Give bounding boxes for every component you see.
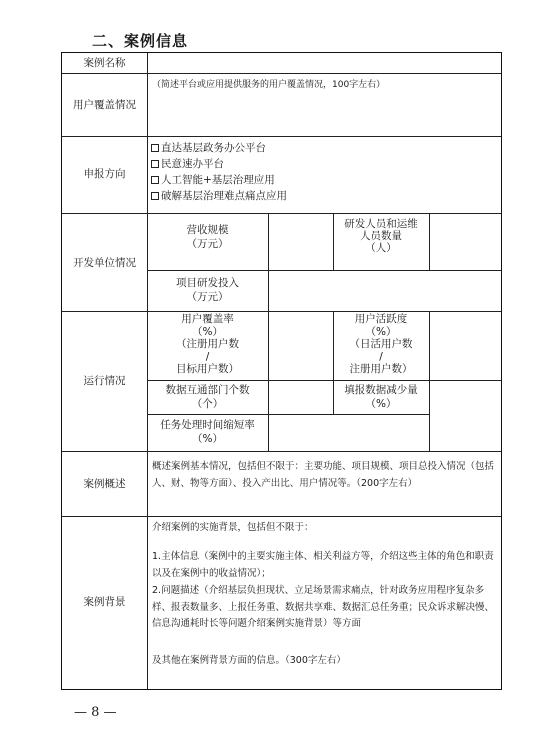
row-divider — [62, 311, 501, 312]
coverage-rate-label — [147, 313, 268, 376]
staff-unit: （人） — [365, 242, 397, 254]
data-sharing-label — [147, 383, 268, 411]
row-divider — [62, 213, 501, 214]
cell-divider — [429, 311, 430, 451]
revenue-unit: （万元） — [186, 238, 229, 250]
overview-label: 案例概述 — [83, 478, 126, 490]
direction-option — [151, 157, 224, 171]
direction-option-label: 民意速办平台 — [161, 158, 224, 170]
background-label: 案例背景 — [83, 596, 126, 608]
direction-option — [151, 141, 266, 155]
time-reduction-label — [147, 418, 268, 446]
page-number: — 8 — — [74, 705, 117, 720]
row-divider — [62, 516, 501, 517]
data-sharing-line: 数据互通部门个数 — [165, 384, 250, 396]
revenue-line: 营收规模 — [186, 224, 229, 236]
revenue-label — [147, 223, 268, 251]
report-reduction-label — [333, 383, 429, 411]
coverage-rate-line: 目标用户数） — [176, 363, 239, 375]
developer-label: 开发单位情况 — [73, 257, 136, 269]
coverage-rate-line: （注册用户数 — [176, 338, 239, 350]
active-rate-label — [333, 313, 429, 376]
cell-divider — [429, 213, 430, 270]
row-divider — [62, 136, 501, 137]
direction-option-label: 破解基层治理难点痛点应用 — [161, 190, 287, 202]
time-reduction-unit: （%） — [192, 433, 223, 445]
coverage-rate-line: / — [205, 350, 210, 363]
cell-divider — [268, 213, 269, 270]
checkbox-icon — [151, 144, 159, 152]
rd-invest-label — [147, 276, 268, 304]
data-sharing-unit: （个） — [191, 398, 224, 410]
direction-label: 申报方向 — [83, 168, 126, 180]
checkbox-icon — [151, 192, 159, 200]
time-reduction-line: 任务处理时间缩短率 — [160, 419, 255, 431]
report-reduction-unit: （%） — [365, 398, 397, 410]
case-name-label: 案例名称 — [83, 57, 126, 69]
case-info-table — [61, 52, 502, 690]
active-rate-line: / — [379, 350, 383, 363]
direction-option-label: 人工智能+基层治理应用 — [161, 174, 275, 186]
active-rate-line: 注册用户数） — [349, 363, 413, 375]
row-divider — [62, 451, 501, 452]
direction-option — [151, 189, 287, 203]
rd-invest-line: 项目研发投入 — [176, 277, 239, 289]
active-rate-line: 用户活跃度 — [354, 313, 408, 325]
cell-divider — [268, 414, 269, 451]
row-divider — [62, 73, 501, 74]
section-title: 二、案例信息 — [92, 32, 189, 50]
direction-option-label: 直达基层政务办公平台 — [161, 142, 266, 154]
user-coverage-hint: （简述平台或应用提供服务的用户覆盖情况，100字左右） — [152, 80, 386, 90]
cell-divider — [268, 311, 269, 380]
report-reduction-line: 填报数据减少量 — [344, 384, 418, 396]
checkbox-icon — [151, 160, 159, 168]
operation-label: 运行情况 — [83, 375, 126, 387]
active-rate-line: （%） — [365, 325, 397, 338]
staff-line: 人员数量 — [360, 230, 402, 242]
staff-label — [333, 218, 429, 254]
cell-divider — [147, 270, 501, 271]
background-closing: 及其他在案例背景方面的信息。（300字左右） — [152, 655, 346, 666]
overview-text: 概述案例基本情况，包括但不限于：主要功能、项目规模、项目总投入情况（包括人、财、物等方面）、投入产出比、用户情况等。（200字左右） — [152, 461, 495, 489]
cell-divider — [268, 270, 269, 311]
background-item-1: 1.主体信息（案例中的主要实施主体、相关利益方等，介绍这些主体的角色和职责以及在案例中的收益情况）； — [152, 551, 494, 579]
background-intro: 介绍案例的实施背景，包括但不限于： — [152, 522, 314, 533]
coverage-rate-line: （%） — [192, 325, 223, 338]
cell-divider — [147, 414, 429, 415]
cell-divider — [147, 380, 501, 381]
cell-divider — [268, 380, 269, 414]
active-rate-line: （日活用户数 — [349, 338, 413, 350]
user-coverage-label: 用户覆盖情况 — [73, 99, 136, 111]
rd-invest-unit: （万元） — [186, 291, 229, 303]
background-item-2: 2.问题描述（介绍基层负担现状、立足场景需求痛点，针对政务应用程序复杂多样、报表数量多、上报任务重、数据共享难、数据汇总任务重；民众诉求解决慢、信息沟通耗时长等问题介绍案例实施背景）等方面 — [152, 585, 495, 629]
coverage-rate-line: 用户覆盖率 — [181, 313, 234, 325]
staff-line: 研发人员和运维 — [344, 218, 418, 230]
direction-option — [151, 173, 275, 187]
checkbox-icon — [151, 176, 159, 184]
